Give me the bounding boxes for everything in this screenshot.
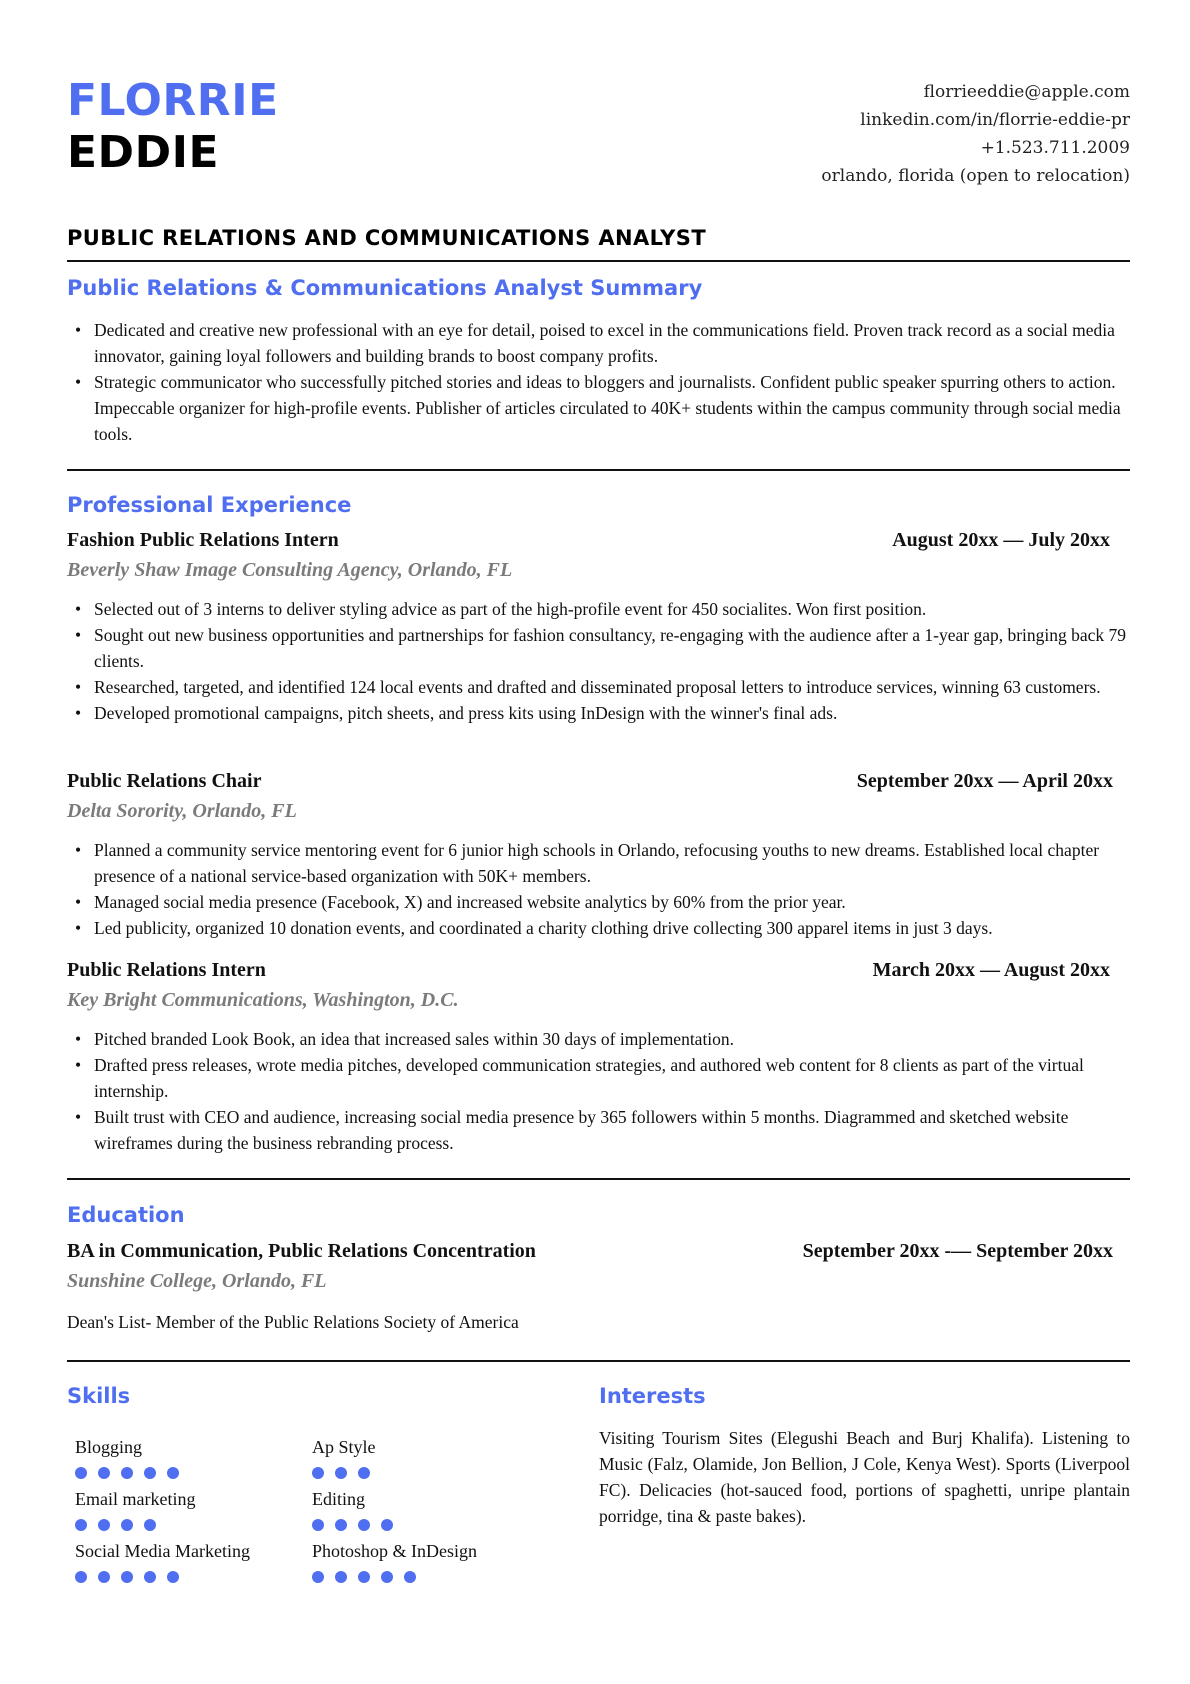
skill-level-dot xyxy=(121,1519,133,1531)
skill-level-dot xyxy=(75,1467,87,1479)
skill-item xyxy=(312,1540,532,1584)
job-role: Fashion Public Relations Intern xyxy=(67,529,339,551)
skill-level-dot xyxy=(335,1571,347,1583)
skill-level-dot xyxy=(98,1519,110,1531)
skill-level-dot xyxy=(98,1467,110,1479)
first-name: FLORRIE xyxy=(67,75,279,126)
skill-label: Photoshop & InDesign xyxy=(312,1541,478,1561)
job-bullets xyxy=(67,1026,1130,1156)
skill-item xyxy=(312,1488,532,1532)
skill-rating xyxy=(312,1466,532,1480)
skill-item xyxy=(75,1540,295,1584)
skill-rating xyxy=(75,1466,295,1480)
skill-level-dot xyxy=(381,1571,393,1583)
job-bullets xyxy=(67,837,1130,941)
skill-level-dot xyxy=(167,1571,179,1583)
location: orlando, florida (open to relocation) xyxy=(821,166,1130,186)
job-bullet: • Drafted press releases, wrote media pitches, developed communication strategies, and authored web content for 8 clients as part of the virtual internship. xyxy=(94,1052,1130,1104)
skills-grid xyxy=(75,1436,545,1606)
skill-level-dot xyxy=(335,1519,347,1531)
skill-rating xyxy=(75,1570,295,1584)
skill-item xyxy=(75,1488,295,1532)
skill-label: Ap Style xyxy=(312,1437,376,1457)
divider xyxy=(67,469,1130,471)
skill-level-dot xyxy=(144,1571,156,1583)
skill-level-dot xyxy=(358,1467,370,1479)
skill-level-dot xyxy=(144,1519,156,1531)
skill-rating xyxy=(312,1518,532,1532)
contact-block xyxy=(821,78,1130,190)
job-bullet: • Managed social media presence (Facebook, X) and increased website analytics by 60% from the prior year. xyxy=(94,889,1130,915)
summary-list xyxy=(67,317,1130,447)
job-role: Public Relations Chair xyxy=(67,770,262,792)
skill-level-dot xyxy=(312,1571,324,1583)
skill-level-dot xyxy=(75,1519,87,1531)
resume-header xyxy=(67,74,1130,194)
skill-item xyxy=(312,1436,532,1480)
skill-level-dot xyxy=(75,1571,87,1583)
skill-label: Email marketing xyxy=(75,1489,196,1509)
job-role: Public Relations Intern xyxy=(67,959,266,981)
education-heading: Education xyxy=(67,1203,185,1227)
skill-level-dot xyxy=(144,1467,156,1479)
job-organization: Key Bright Communications, Washington, D.C. xyxy=(67,989,459,1011)
education-dates: September 20xx -— September 20xx xyxy=(802,1240,1113,1262)
skill-rating xyxy=(312,1570,532,1584)
last-name: EDDIE xyxy=(67,127,220,178)
degree-title: BA in Communication, Public Relations Concentration xyxy=(67,1240,536,1262)
skill-level-dot xyxy=(121,1571,133,1583)
summary-bullet: • Strategic communicator who successfully pitched stories and ideas to bloggers and journalists. Confident public speaker spurring others to action. Impeccable organizer for high-profile events. Publisher of articles circulated to 40K+ students within the campus community through social media tools. xyxy=(94,369,1130,447)
job-dates: September 20xx — April 20xx xyxy=(856,770,1113,792)
interests-text: Visiting Tourism Sites (Elegushi Beach and Burj Khalifa). Listening to Music (Falz, Olamide, Jon Bellion, J Cole, Kenya West). Sports (Liverpool FC). Delicacies (hot-sauced food, portions of spaghetti, unripe plantain porridge, tina & paste bakes). xyxy=(599,1428,1130,1526)
phone-number: +1.523.711.2009 xyxy=(980,138,1130,158)
skill-label: Editing xyxy=(312,1489,365,1509)
skill-level-dot xyxy=(98,1571,110,1583)
skill-level-dot xyxy=(358,1571,370,1583)
job-bullet: • Sought out new business opportunities and partnerships for fashion consultancy, re-engaging with the audience after a 1-year gap, bringing back 79 clients. xyxy=(94,622,1130,674)
skill-rating xyxy=(75,1518,295,1532)
education-note: Dean's List- Member of the Public Relations Society of America xyxy=(67,1312,519,1332)
summary-heading: Public Relations & Communications Analyst Summary xyxy=(67,276,703,300)
skill-label: Blogging xyxy=(75,1437,143,1457)
job-bullets xyxy=(67,596,1130,726)
experience-heading: Professional Experience xyxy=(67,493,352,517)
summary-bullet: • Dedicated and creative new professional with an eye for detail, poised to excel in the communications field. Proven track record as a social media innovator, gaining loyal followers and building brands to boost company profits. xyxy=(94,317,1130,369)
job-bullet: • Planned a community service mentoring event for 6 junior high schools in Orlando, refocusing youths to new dreams. Established local chapter presence of a national service-based organization with 50K+ members. xyxy=(94,837,1130,889)
job-organization: Delta Sorority, Orlando, FL xyxy=(67,800,297,822)
job-bullet: • Led publicity, organized 10 donation events, and coordinated a charity clothing drive collecting 300 apparel items in just 3 days. xyxy=(94,915,1130,941)
job-bullet: • Selected out of 3 interns to deliver styling advice as part of the high-profile event for 450 socialites. Won first position. xyxy=(94,596,1130,622)
skills-heading: Skills xyxy=(67,1384,131,1408)
skill-level-dot xyxy=(312,1467,324,1479)
skill-level-dot xyxy=(404,1571,416,1583)
job-bullet: • Researched, targeted, and identified 124 local events and drafted and disseminated proposal letters to introduce services, winning 63 customers. xyxy=(94,674,1130,700)
skill-level-dot xyxy=(335,1467,347,1479)
divider xyxy=(67,260,1130,262)
skill-level-dot xyxy=(167,1467,179,1479)
job-dates: March 20xx — August 20xx xyxy=(872,959,1110,981)
job-bullet: • Pitched branded Look Book, an idea that increased sales within 30 days of implementation. xyxy=(94,1026,1130,1052)
school-name: Sunshine College, Orlando, FL xyxy=(67,1270,327,1292)
skill-level-dot xyxy=(312,1519,324,1531)
divider xyxy=(67,1360,1130,1362)
skill-level-dot xyxy=(358,1519,370,1531)
skill-item xyxy=(75,1436,295,1480)
job-dates: August 20xx — July 20xx xyxy=(892,529,1110,551)
interests-heading: Interests xyxy=(599,1384,706,1408)
job-organization: Beverly Shaw Image Consulting Agency, Orlando, FL xyxy=(67,559,513,581)
skill-label: Social Media Marketing xyxy=(75,1541,250,1561)
linkedin-link[interactable]: linkedin.com/in/florrie-eddie-pr xyxy=(860,110,1130,130)
job-title: PUBLIC RELATIONS AND COMMUNICATIONS ANALYST xyxy=(67,226,707,250)
skill-level-dot xyxy=(121,1467,133,1479)
email-link[interactable]: florrieeddie@apple.com xyxy=(923,82,1130,102)
job-bullet: • Developed promotional campaigns, pitch sheets, and press kits using InDesign with the winner's final ads. xyxy=(94,700,1130,726)
divider xyxy=(67,1178,1130,1180)
job-bullet: • Built trust with CEO and audience, increasing social media presence by 365 followers within 5 months. Diagrammed and sketched website wireframes during the business rebranding process. xyxy=(94,1104,1130,1156)
skill-level-dot xyxy=(381,1519,393,1531)
